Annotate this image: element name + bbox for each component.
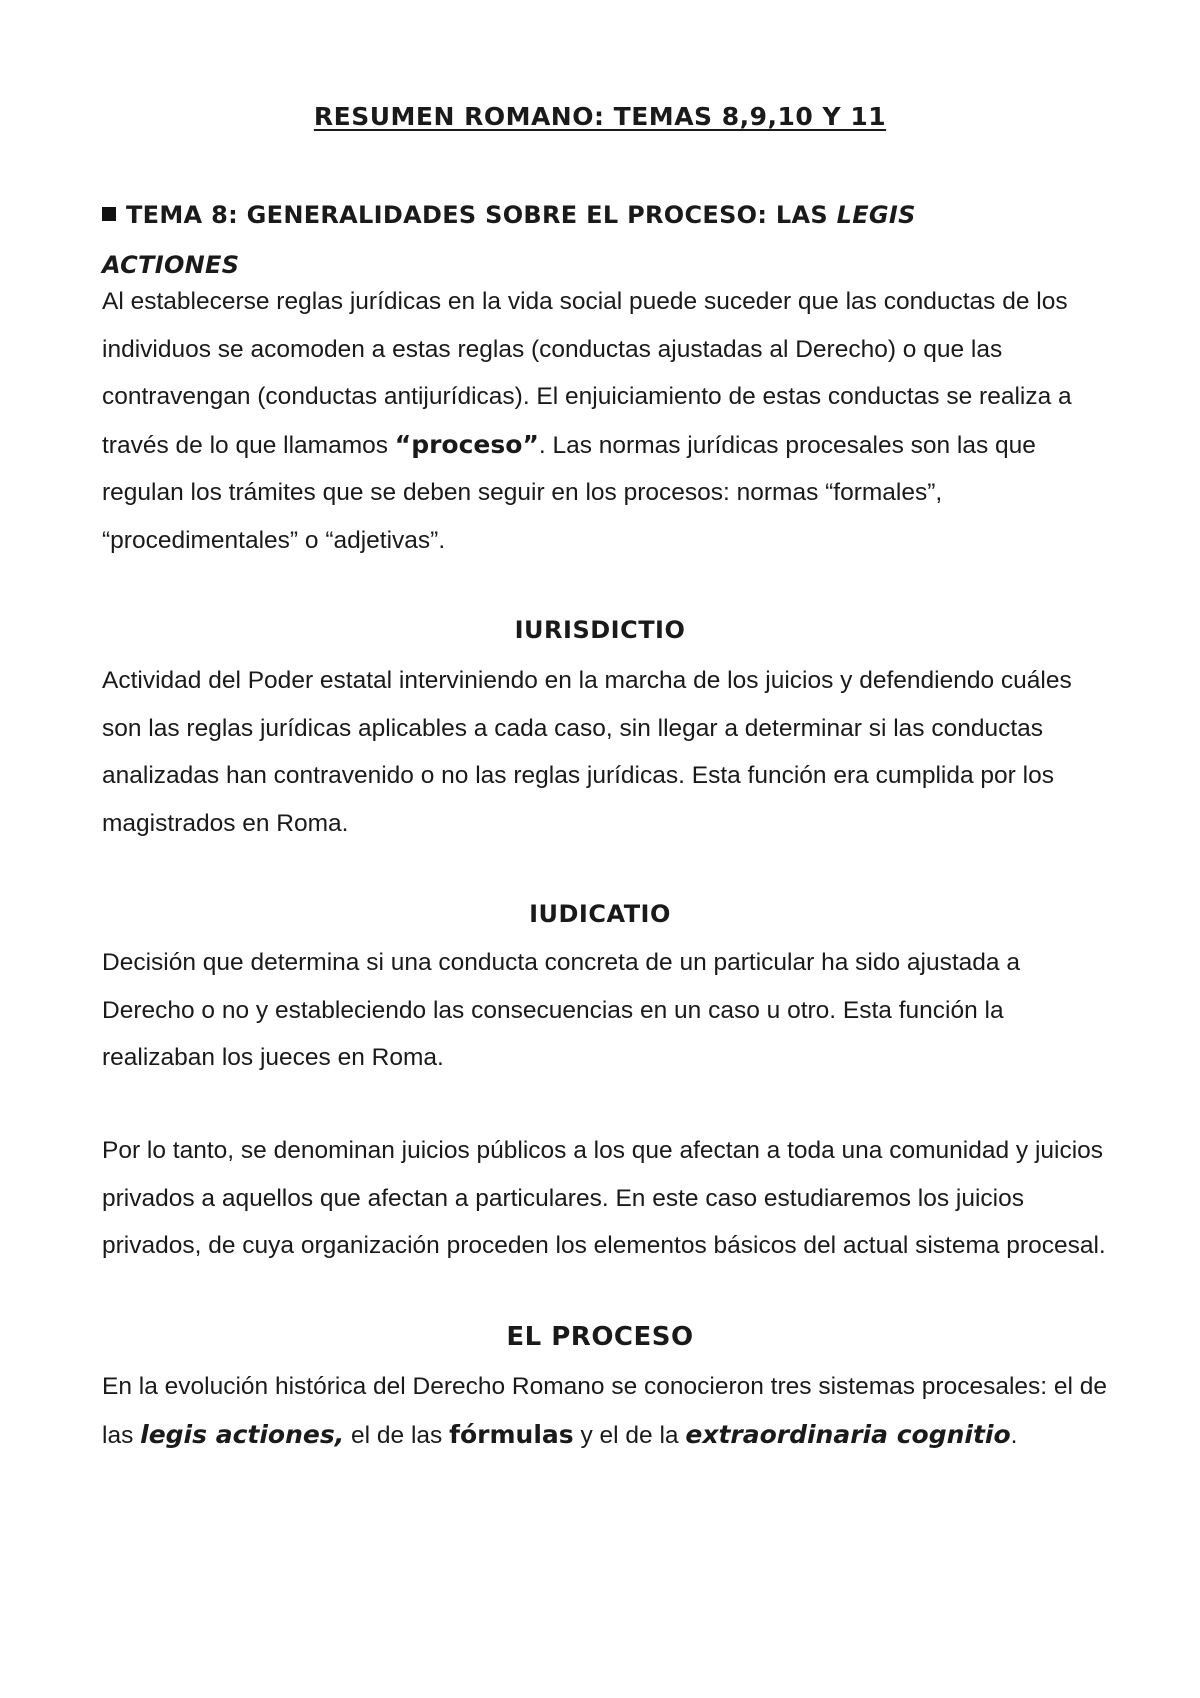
paragraph-text: . [1010, 1421, 1018, 1449]
iurisdictio-paragraph: Actividad del Poder estatal interviniendo en la marcha de los juicios y defendiendo cuáles son las reglas jurídicas aplicables a cada caso, sin llegar a determinar si las conductas analizadas han contravenido o no las reglas jurídicas. Esta función era cumplida por los magistrados en Roma. [102, 667, 1072, 837]
el-proceso-heading: EL PROCESO [506, 1322, 694, 1352]
formulas-term: fórmulas [449, 1419, 574, 1449]
iudicatio-heading: IUDICATIO [529, 900, 671, 928]
legis-actiones-term: legis actiones, [140, 1419, 345, 1449]
proceso-intro-paragraph [102, 278, 1112, 564]
paragraph-text: . Las normas jurídicas procesales son las que regulan los trámites que se deben seguir en los procesos: normas “formales”, “procedimentales” o “adjetivas”. [102, 431, 1036, 554]
document-title: RESUMEN ROMANO: TEMAS 8,9,10 Y 11 [313, 102, 887, 131]
extraordinaria-cognitio-term: extraordinaria cognitio [685, 1419, 1011, 1449]
tema-8-heading-text: TEMA 8: GENERALIDADES SOBRE EL PROCESO: LAS [126, 201, 837, 229]
tema-8-heading [102, 190, 1002, 290]
iudicatio-paragraph: Decisión que determina si una conducta concreta de un particular ha sido ajustada a Derecho o no y estableciendo las consecuencias en un caso u otro. Esta función la realizaban los jueces en Roma. [102, 949, 1020, 1071]
iurisdictio-heading: IURISDICTIO [514, 616, 686, 644]
paragraph-text: Al establecerse reglas jurídicas en la vida social puede suceder que las conductas de los individuos se acomoden a estas reglas (conductas ajustadas al Derecho) o que las contravengan (conductas antijurídicas). El enjuiciamiento de estas conductas se realiza a través de lo que llamamos [102, 288, 1072, 459]
paragraph-text: el de las [344, 1421, 450, 1449]
tema-8-heading-italic: LEGIS ACTIONES [102, 201, 916, 279]
paragraph-text: En la evolución histórica del Derecho Romano se conocieron tres sistemas procesales: el de las [102, 1373, 1108, 1449]
bullet-icon [102, 207, 116, 221]
juicios-paragraph: Por lo tanto, se denominan juicios públicos a los que afectan a toda una comunidad y juicios privados a aquellos que afectan a particulares. En este caso estudiaremos los juicios privados, de cuya organización proceden los elementos básicos del actual sistema procesal. [102, 1137, 1106, 1259]
proceso-term: “proceso” [394, 429, 539, 459]
paragraph-text: y el de la [573, 1421, 686, 1449]
sistemas-procesales-paragraph [102, 1363, 1112, 1459]
